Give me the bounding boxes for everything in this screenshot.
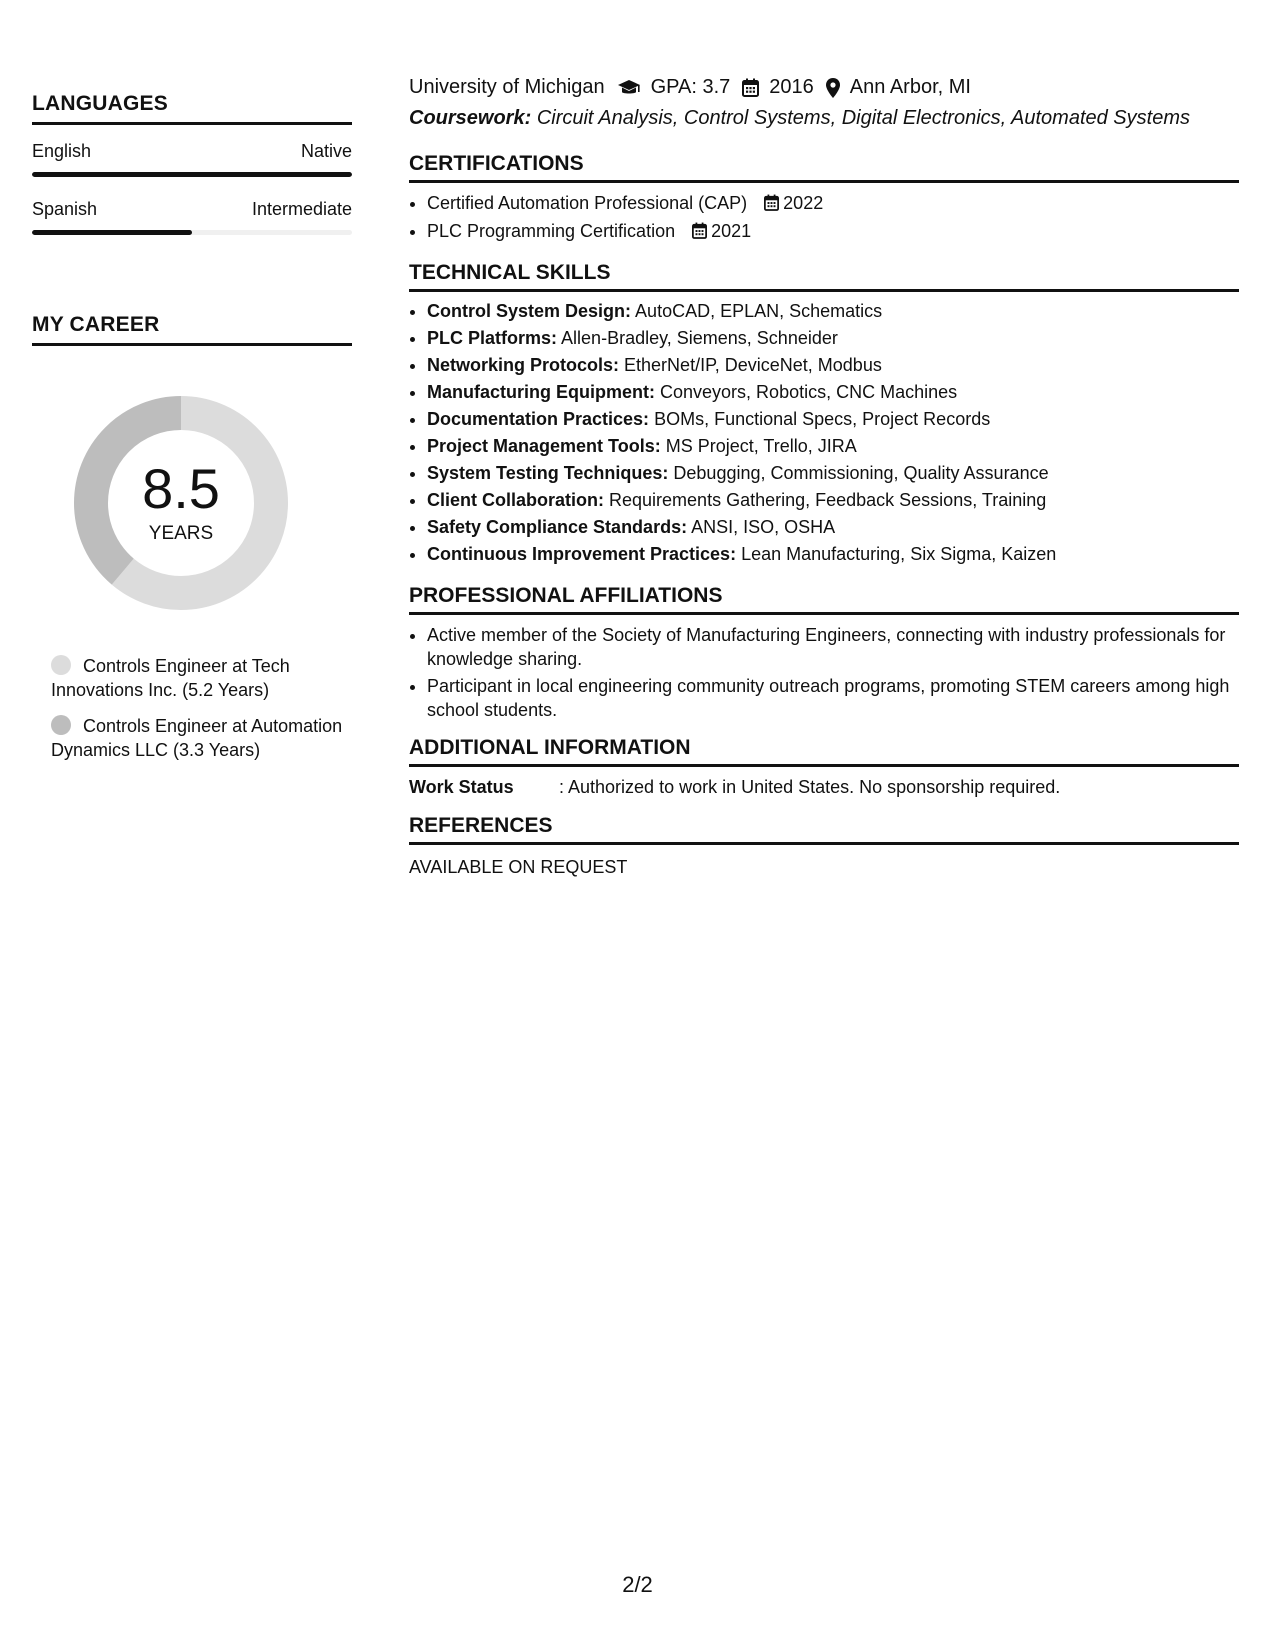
coursework-text: Circuit Analysis, Control Systems, Digital Electronics, Automated Systems [536,107,1190,129]
education-coursework [409,107,1239,130]
skill-value: Conveyors, Robotics, CNC Machines [660,382,958,402]
skill-label: Safety Compliance Standards: [427,517,688,537]
language-item [32,199,352,235]
language-name: English [32,141,92,161]
list-item [427,487,1239,514]
skill-label: Control System Design: [427,301,632,321]
map-pin-icon [826,78,840,98]
skill-label: Project Management Tools: [427,436,661,456]
education-gpa: GPA: 3.7 [650,76,731,98]
skill-value: MS Project, Trello, JIRA [665,436,857,456]
skill-value: ANSI, ISO, OSHA [691,517,836,537]
certifications-heading: CERTIFICATIONS [409,152,1239,183]
list-item [427,325,1239,352]
legend-dot-icon [51,655,71,675]
skill-label: System Testing Techniques: [427,463,669,483]
list-item [427,406,1239,433]
work-status-value: : Authorized to work in United States. No sponsorship required. [559,777,1061,797]
skill-value: Debugging, Commissioning, Quality Assurance [673,463,1049,483]
skill-value: Requirements Gathering, Feedback Sessions, Training [609,490,1047,510]
list-item [427,514,1239,541]
legend-label: Controls Engineer at Automation Dynamics LLC (3.3 Years) [51,716,343,760]
calendar-icon [692,222,707,239]
career-donut [66,388,296,618]
skill-value: Lean Manufacturing, Six Sigma, Kaizen [741,544,1057,564]
legend-item [51,714,352,762]
list-item [427,189,1239,217]
work-status-label: Work Status [409,777,514,797]
language-name: Spanish [32,199,98,219]
language-bar [32,172,352,177]
list-item [427,352,1239,379]
references-text: AVAILABLE ON REQUEST [409,857,628,877]
certification-name: Certified Automation Professional (CAP) [427,193,748,213]
list-item [427,433,1239,460]
calendar-icon [764,194,779,211]
skill-label: PLC Platforms: [427,328,558,348]
technical-skills-heading: TECHNICAL SKILLS [409,261,1239,292]
left-column [32,92,352,774]
education-location: Ann Arbor, MI [849,76,971,98]
certifications-list [409,189,1239,245]
list-item [427,217,1239,245]
list-item [427,379,1239,406]
language-level: Intermediate [251,199,352,219]
references-heading: REFERENCES [409,814,1239,845]
skill-label: Continuous Improvement Practices: [427,544,737,564]
language-bar-fill [32,172,352,177]
list-item [427,460,1239,487]
career-heading: MY CAREER [32,313,352,346]
skill-label: Client Collaboration: [427,490,604,510]
skill-value: AutoCAD, EPLAN, Schematics [635,301,883,321]
education-line [409,76,1239,99]
skill-value: EtherNet/IP, DeviceNet, Modbus [624,355,882,375]
calendar-icon [742,78,759,97]
list-item: • Active member of the Society of Manufacturing Engineers, connecting with industry professionals for knowledge sharing. [427,623,1239,671]
language-level: Native [300,141,352,161]
language-bar [32,230,352,235]
graduation-cap-icon [617,79,641,97]
additional-info-heading: ADDITIONAL INFORMATION [409,736,1239,767]
certification-name: PLC Programming Certification [427,221,676,241]
list-item: • Participant in local engineering community outreach programs, promoting STEM careers among high school students. [427,674,1239,722]
skill-label: Documentation Practices: [427,409,650,429]
education-year: 2016 [769,76,814,98]
legend-item [51,654,352,702]
list-item [427,541,1239,568]
career-total: 8.5 [142,457,220,520]
technical-skills-list [409,298,1239,568]
coursework-label: Coursework: [409,107,532,129]
language-item [32,141,352,177]
career-unit: YEARS [148,523,214,544]
languages-heading: LANGUAGES [32,92,352,125]
right-column [409,76,1239,878]
skill-label: Manufacturing Equipment: [427,382,655,402]
list-item [427,298,1239,325]
skill-value: Allen-Bradley, Siemens, Schneider [561,328,838,348]
work-status-row [409,777,1239,798]
certification-year: 2022 [783,193,824,213]
career-legend [32,654,352,762]
education-school: University of Michigan [409,76,605,98]
skill-label: Networking Protocols: [427,355,620,375]
certification-year: 2021 [711,221,752,241]
legend-dot-icon [51,715,71,735]
page-number: 2/2 [622,1572,653,1597]
affiliations-list [409,623,1239,722]
skill-value: BOMs, Functional Specs, Project Records [654,409,991,429]
affiliations-heading: PROFESSIONAL AFFILIATIONS [409,584,1239,615]
language-bar-fill [32,230,192,235]
legend-label: Controls Engineer at Tech Innovations Inc. (5.2 Years) [51,656,290,700]
